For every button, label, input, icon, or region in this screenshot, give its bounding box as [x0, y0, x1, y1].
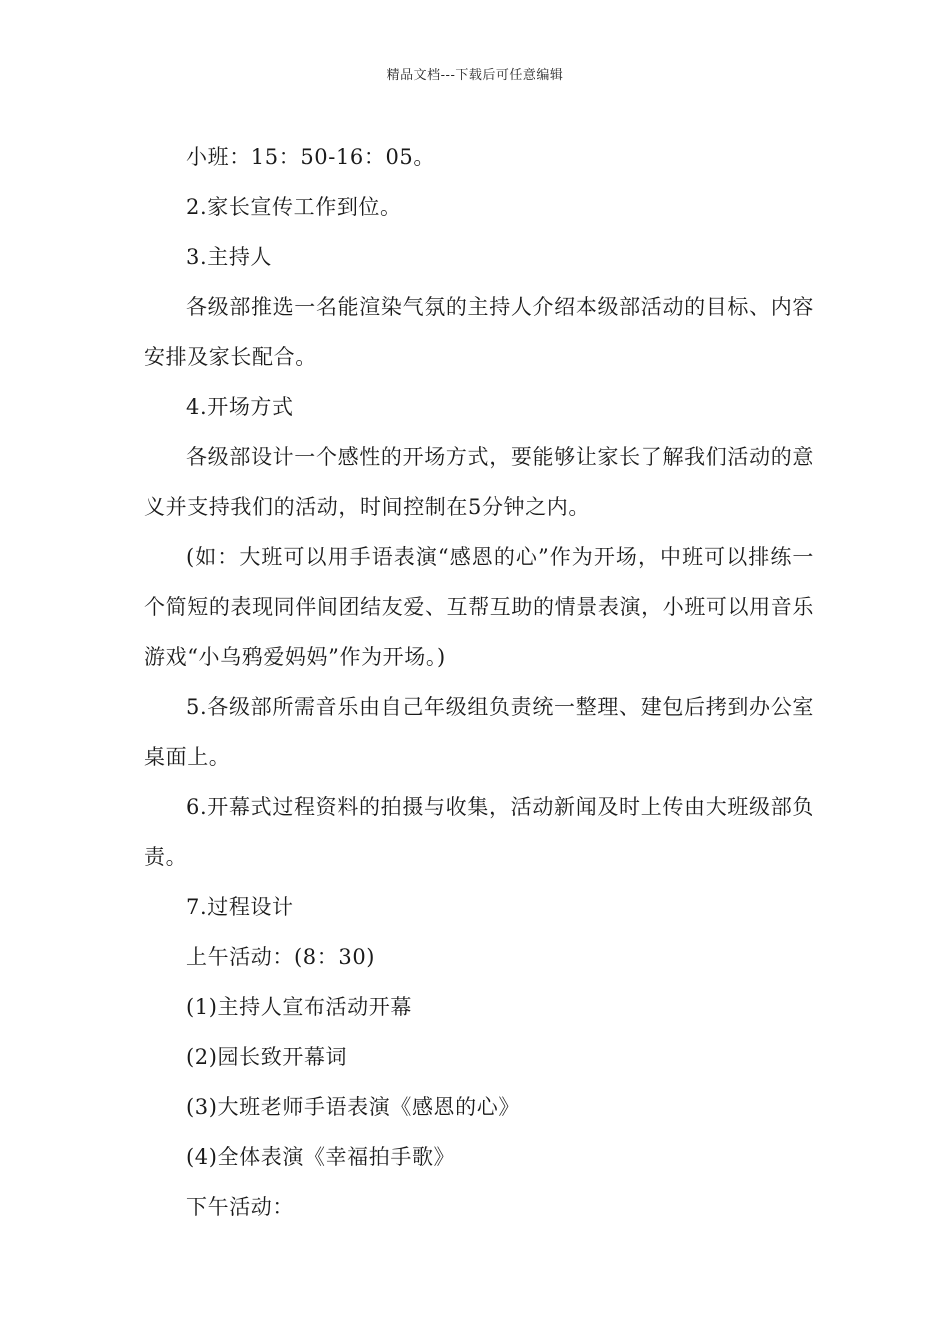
paragraph-step-2: (2)园长致开幕词 — [186, 1045, 348, 1069]
paragraph-host-detail: 各级部推选一名能渲染气氛的主持人介绍本级部活动的目标、内容安排及家长配合。 — [144, 295, 814, 369]
paragraph-host-heading: 3.主持人 — [186, 245, 273, 269]
paragraph-small-class-time: 小班：15：50-16：05。 — [186, 145, 435, 169]
paragraph-process-heading: 7.过程设计 — [186, 895, 294, 919]
paragraph-morning-activity: 上午活动：(8：30) — [186, 945, 376, 969]
paragraph-afternoon-activity: 下午活动： — [186, 1195, 294, 1219]
document-body — [144, 132, 814, 1232]
paragraph-photo-news: 6.开幕式过程资料的拍摄与收集，活动新闻及时上传由大班级部负责。 — [144, 795, 814, 869]
paragraph-step-3: (3)大班老师手语表演《感恩的心》 — [186, 1095, 520, 1119]
paragraph-opening-heading: 4.开场方式 — [186, 395, 294, 419]
paragraph-parent-promotion: 2.家长宣传工作到位。 — [186, 195, 402, 219]
paragraph-music: 5.各级部所需音乐由自己年级组负责统一整理、建包后拷到办公室桌面上。 — [144, 695, 814, 769]
paragraph-step-4: (4)全体表演《幸福拍手歌》 — [186, 1145, 456, 1169]
paragraph-opening-examples: (如：大班可以用手语表演“感恩的心”作为开场，中班可以排练一个简短的表现同伴间团结友爱、互帮互助的情景表演，小班可以用音乐游戏“小乌鸦爱妈妈”作为开场。) — [144, 545, 814, 669]
paragraph-opening-detail: 各级部设计一个感性的开场方式，要能够让家长了解我们活动的意义并支持我们的活动，时间控制在5分钟之内。 — [144, 445, 814, 519]
paragraph-step-1: (1)主持人宣布活动开幕 — [186, 995, 412, 1019]
page-header: 精品文档---下载后可任意编辑 — [386, 68, 564, 83]
